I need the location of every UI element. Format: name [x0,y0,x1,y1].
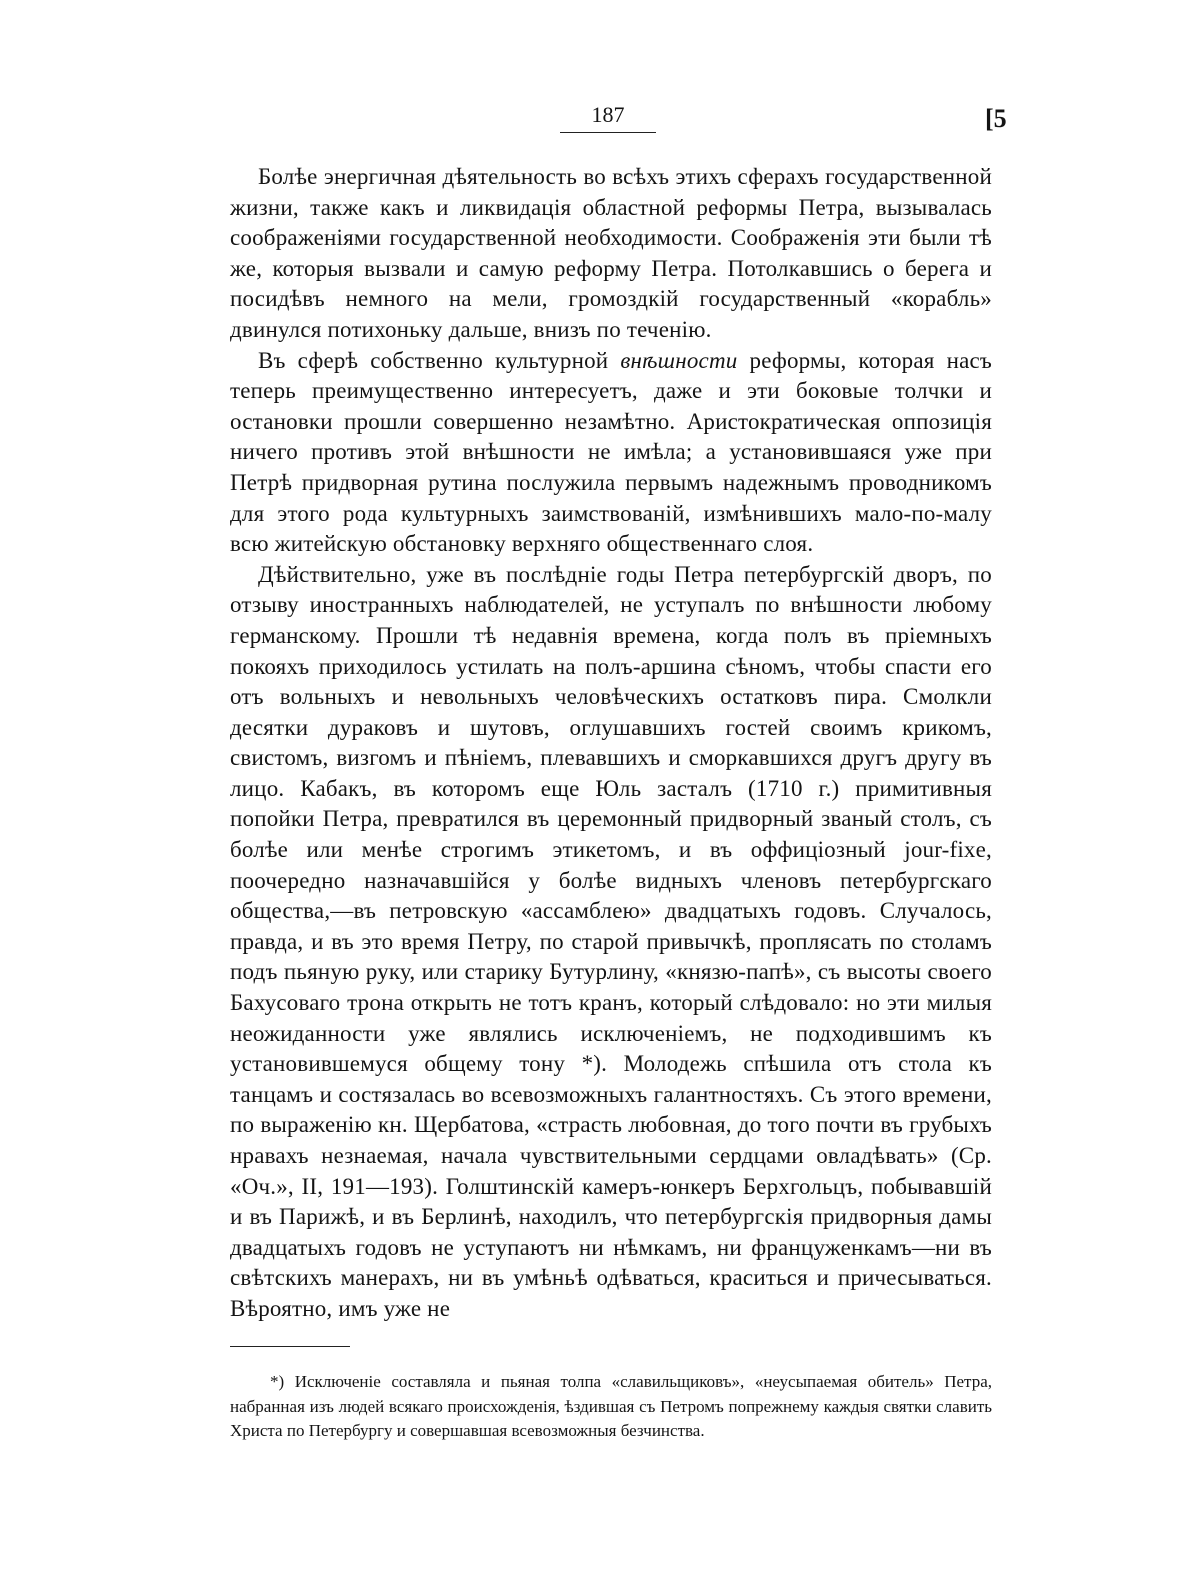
footnote: *) Исключеніе составляла и пьяная толпа «славильщиковъ», «неусыпаемая обитель» Петра, набранная изъ людей всякаго происхожденія, ѣздившая съ Петромъ попрежнему каждыя святки славить Христа по Петербургу и совершавшая всевозможныя безчинства. [230,1372,992,1440]
paragraph-2 [230,346,992,560]
main-text [230,162,992,1325]
signature-mark: [5 [985,104,1007,133]
footnote-rule [230,1346,350,1347]
paragraph-3: Дѣйствительно, уже въ послѣдніе годы Петра петербургскій дворъ, по отзыву иностранныхъ наблюдателей, не уступалъ по внѣшности любому германскому. Прошли тѣ недавнія времена, когда полъ въ пріемныхъ покояхъ приходилось устилать на полъ-аршина сѣномъ, чтобы спасти его отъ вольныхъ и невольныхъ человѣческихъ остатковъ пира. Смолкли десятки дураковъ и шутовъ, оглушавшихъ гостей своимъ крикомъ, свистомъ, визгомъ и пѣніемъ, плевавшихъ и сморкавшихся другъ другу въ лицо. Кабакъ, въ которомъ еще Юль засталъ (1710 г.) примитивныя попойки Петра, превратился въ церемонный придворный званый столъ, съ болѣе или менѣе строгимъ этикетомъ, и въ оффиціозный jour-fixe, поочередно назначавшійся у болѣе видныхъ членовъ петербургскаго общества,—въ петровскую «ассамблею» двадцатыхъ годовъ. Случалось, правда, и въ это время Петру, по старой привычкѣ, проплясать по столамъ подъ пьяную руку, или старику Бутурлину, «князю-папѣ», съ высоты своего Бахусоваго трона открыть не тотъ кранъ, который слѣдовало: но эти милыя неожиданности уже являлись исключеніемъ, не подходившимъ къ установившемуся общему тону *). Молодежь спѣшила отъ стола къ танцамъ и состязалась во всевозможныхъ галантностяхъ. Съ этого времени, по выраженію кн. Щербатова, «страсть любовная, до того почти въ грубыхъ нравахъ незнаемая, начала чувствительными сердцами овладѣвать» (Ср. «Оч.», II, 191—193). Голштинскій камеръ-юнкеръ Берхгольцъ, побывавшій и въ Парижѣ, и въ Берлинѣ, находилъ, что петербургскія придворныя дамы двадцатыхъ годовъ не уступаютъ ни нѣмкамъ, ни француженкамъ—ни въ свѣтскихъ манерахъ, ни въ умѣньѣ одѣваться, краситься и причесываться. Вѣроятно, имъ уже не [230,561,992,1321]
paragraph-2-before: Въ сферѣ собственно культурной [258,347,621,373]
page-number-rule [560,132,656,133]
page-number: 187 [591,102,625,127]
paragraph-2-after: реформы, которая насъ теперь преимущественно интересуетъ, даже и эти боковые толчки и остановки прошли совершенно незамѣтно. Аристократическая оппозиція ничего противъ этой внѣшности не имѣла; а установившаяся уже при Петрѣ придворная рутина послужила первымъ надежнымъ проводникомъ для этого рода культурныхъ заимствованій, измѣнившихъ мало-по-малу всю житейскую обстановку верхняго общественнаго слоя. [230,347,992,557]
paragraph-1: Болѣе энергичная дѣятельность во всѣхъ этихъ сферахъ государственной жизни, также какъ и ликвидація областной реформы Петра, вызывалась соображеніями государственной необходимости. Соображенія эти были тѣ же, которыя вызвали и самую реформу Петра. Потолкавшись о берега и посидѣвъ немного на мели, громоздкій государственный «корабль» двинулся потихоньку дальше, внизъ по теченію. [230,164,992,342]
paragraph-2-emphasis: внѣшности [620,347,738,373]
